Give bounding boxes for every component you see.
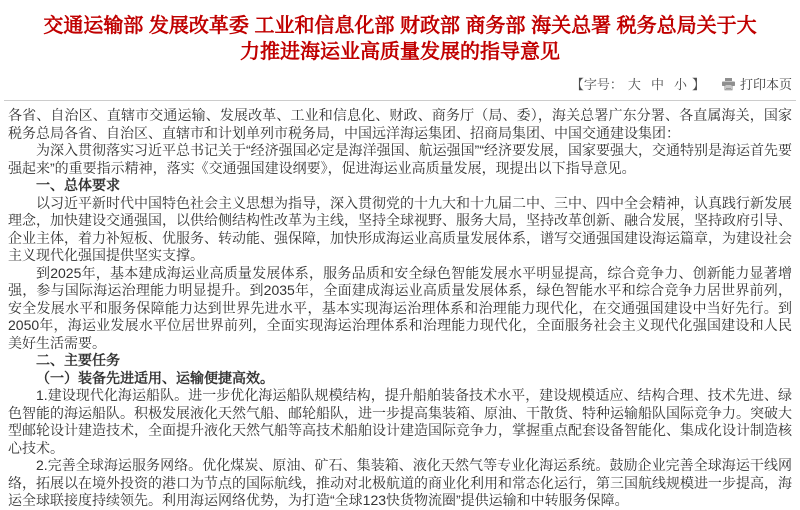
printer-icon bbox=[721, 77, 740, 91]
paragraph-task-1: 1.建设现代化海运船队。进一步优化海运船队规模结构，提升船舶装备技术水平，建设规模适应、结构合理、技术先进、绿色智能的海运船队。积极发展液化天然气船、邮轮船队，进一步提高集装箱、原油、干散货、特种运输船队国际竞争力。突破大型邮轮设计建造技术，全面提升液化天然气船等高技术船舶设计建造国际竞争力，掌握重点配套设备智能化、集成化设计制造核心技术。 bbox=[8, 387, 792, 456]
paragraph-guiding-thought: 以习近平新时代中国特色社会主义思想为指导，深入贯彻党的十九大和十九届二中、三中、四中全会精神，认真践行新发展理念，加快建设交通强国，以供给侧结构性改革为主线，坚持全球视野、服务大局，坚持改革创新、融合发展，坚持政府引导、企业主体，着力补短板、优服务、转动能、强保障，加快形成海运业高质量发展体系，谱写交通强国建设海运篇章，为建设社会主义现代化强国提供坚实支撑。 bbox=[8, 194, 792, 263]
page-title: 交通运输部 发展改革委 工业和信息化部 财政部 商务部 海关总署 税务总局关于大力推进海运业高质量发展的指导意见 bbox=[43, 15, 757, 63]
font-size-suffix: 】 bbox=[691, 77, 705, 92]
document-body bbox=[0, 101, 800, 510]
paragraph-goals: 到2025年，基本建成海运业高质量发展体系，服务品质和安全绿色智能发展水平明显提高，综合竞争力、创新能力显著增强，参与国际海运治理能力明显提升。到2035年，全面建成海运业高质量发展体系，绿色智能水平和综合竞争力居世界前列，安全发展水平和服务保障能力达到世界先进水平，基本实现海运治理体系和治理能力现代化，在交通强国建设中当好先行。到2050年，海运业发展水平位居世界前列，全面实现海运治理体系和治理能力现代化，全面服务社会主义现代化强国建设和人民美好生活需要。 bbox=[8, 264, 792, 351]
font-size-control bbox=[571, 74, 705, 93]
font-size-prefix: 【字号： bbox=[570, 77, 623, 92]
section-heading-2: 二、主要任务 bbox=[36, 352, 120, 368]
paragraph-addressees: 各省、自治区、直辖市交通运输、发展改革、工业和信息化、财政、商务厅（局、委），海关总署广东分署、各直属海关，国家税务总局各省、自治区、直辖市和计划单列市税务局，中国远洋海运集团、招商局集团、中国交通建设集团： bbox=[8, 107, 792, 141]
toolbar bbox=[0, 65, 800, 100]
font-size-small-link[interactable]: 小 bbox=[673, 77, 687, 92]
font-size-large-link[interactable]: 大 bbox=[627, 77, 641, 92]
font-size-medium-link[interactable]: 中 bbox=[650, 77, 664, 92]
print-page-label: 打印本页 bbox=[739, 77, 792, 92]
subsection-heading-1: （一）装备先进适用、运输便捷高效。 bbox=[36, 369, 274, 386]
section-heading-1: 一、总体要求 bbox=[36, 177, 120, 193]
paragraph-preamble: 为深入贯彻落实习近平总书记关于“经济强国必定是海洋强国、航运强国”“经济要发展，国家要强大，交通特别是海运首先要强起来”的重要指示精神，落实《交通强国建设纲要》，促进海运业高质量发展，现提出以下指导意见。 bbox=[8, 142, 792, 176]
paragraph-task-2: 2.完善全球海运服务网络。优化煤炭、原油、矿石、集装箱、液化天然气等专业化海运系统。鼓励企业完善全球海运干线网络，拓展以在境外投资的港口为节点的国际航线，推动对北极航道的商业化利用和常态化运行，第三国航线规模进一步提高，海运全球联接度持续领先。利用海运网络优势，为打造“全球123快货物流圈”提供运输和中转服务保障。 bbox=[8, 457, 792, 508]
print-page-button[interactable] bbox=[721, 74, 792, 93]
